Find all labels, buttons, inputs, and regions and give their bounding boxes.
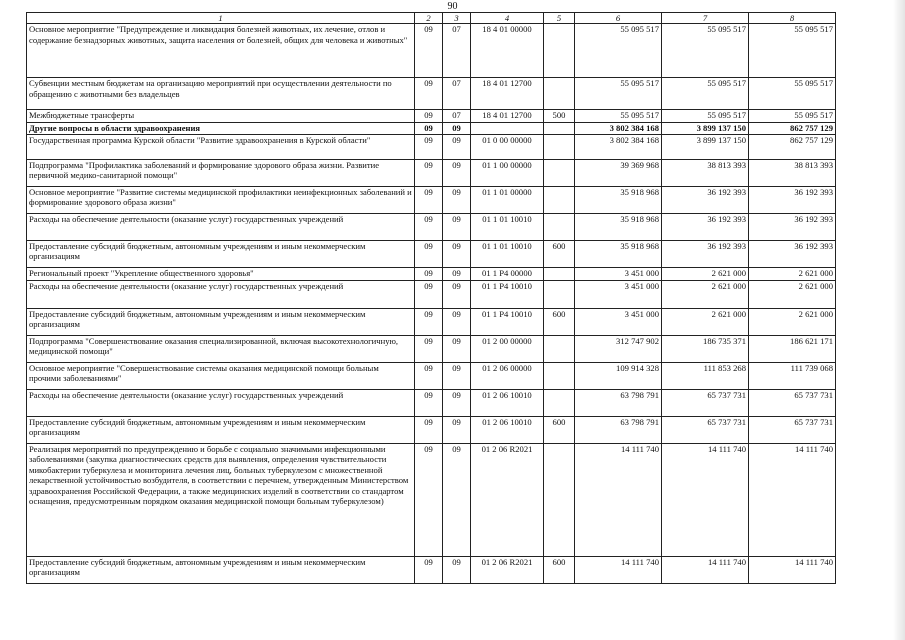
expense-type-code: 500 — [544, 110, 575, 123]
table-row — [27, 24, 836, 78]
item-name: Государственная программа Курской области "Развитие здравоохранения в Курской области" — [27, 134, 415, 159]
amount-col-8: 111 739 068 — [749, 362, 836, 389]
amount-col-8: 55 095 517 — [749, 110, 836, 123]
amount-col-8: 186 621 171 — [749, 335, 836, 362]
table-row — [27, 267, 836, 280]
amount-col-7: 36 192 393 — [662, 240, 749, 267]
expense-type-code — [544, 267, 575, 280]
expense-type-code — [544, 280, 575, 308]
amount-col-7: 111 853 268 — [662, 362, 749, 389]
amount-col-6: 3 451 000 — [575, 267, 662, 280]
subsection-code: 09 — [443, 267, 471, 280]
item-name: Предоставление субсидий бюджетным, автономным учреждениям и иным некоммерческим организациям — [27, 240, 415, 267]
expense-type-code — [544, 24, 575, 78]
amount-col-6: 14 111 740 — [575, 556, 662, 583]
item-name: Предоставление субсидий бюджетным, автономным учреждениям и иным некоммерческим организациям — [27, 416, 415, 443]
table-row — [27, 362, 836, 389]
expense-type-code — [544, 443, 575, 556]
subsection-code: 09 — [443, 556, 471, 583]
amount-col-7: 55 095 517 — [662, 78, 749, 110]
amount-col-6: 35 918 968 — [575, 186, 662, 213]
target-article-code: 01 1 P4 10010 — [471, 308, 544, 335]
amount-col-7: 36 192 393 — [662, 186, 749, 213]
section-code: 09 — [415, 443, 443, 556]
item-name: Предоставление субсидий бюджетным, автономным учреждениям и иным некоммерческим организациям — [27, 556, 415, 583]
column-header: 3 — [443, 13, 471, 24]
amount-col-8: 2 621 000 — [749, 280, 836, 308]
section-code: 09 — [415, 267, 443, 280]
expense-type-code — [544, 335, 575, 362]
amount-col-6: 63 798 791 — [575, 389, 662, 416]
item-name: Региональный проект "Укрепление общественного здоровья" — [27, 267, 415, 280]
amount-col-8: 65 737 731 — [749, 416, 836, 443]
target-article-code: 18 4 01 12700 — [471, 110, 544, 123]
section-code: 09 — [415, 159, 443, 186]
target-article-code: 01 2 06 R2021 — [471, 443, 544, 556]
amount-col-6: 14 111 740 — [575, 443, 662, 556]
amount-col-6: 3 802 384 168 — [575, 123, 662, 135]
subsection-code: 09 — [443, 362, 471, 389]
page-number: 90 — [447, 1, 458, 12]
table-row — [27, 280, 836, 308]
amount-col-8: 36 192 393 — [749, 186, 836, 213]
subsection-code: 09 — [443, 240, 471, 267]
item-name: Основное мероприятие "Развитие системы медицинской профилактики неинфекционных заболеваний и формирование здорового образа жизни" — [27, 186, 415, 213]
target-article-code: 01 2 00 00000 — [471, 335, 544, 362]
subsection-code: 09 — [443, 416, 471, 443]
section-code: 09 — [415, 240, 443, 267]
target-article-code: 01 1 00 00000 — [471, 159, 544, 186]
target-article-code — [471, 123, 544, 135]
amount-col-8: 2 621 000 — [749, 308, 836, 335]
column-header: 1 — [27, 13, 415, 24]
target-article-code: 01 1 01 00000 — [471, 186, 544, 213]
section-code: 09 — [415, 556, 443, 583]
amount-col-8: 2 621 000 — [749, 267, 836, 280]
target-article-code: 01 1 01 10010 — [471, 240, 544, 267]
target-article-code: 01 1 P4 00000 — [471, 267, 544, 280]
item-name: Субвенции местным бюджетам на организацию мероприятий при осуществлении деятельности по обращению с животными без владельцев — [27, 78, 415, 110]
expense-type-code — [544, 159, 575, 186]
expense-type-code — [544, 362, 575, 389]
subsection-code: 09 — [443, 443, 471, 556]
subsection-code: 07 — [443, 24, 471, 78]
section-code: 09 — [415, 78, 443, 110]
subsection-code: 09 — [443, 308, 471, 335]
table-row — [27, 416, 836, 443]
subsection-code: 07 — [443, 78, 471, 110]
expense-type-code — [544, 78, 575, 110]
amount-col-6: 39 369 968 — [575, 159, 662, 186]
column-header: 2 — [415, 13, 443, 24]
table-row — [27, 443, 836, 556]
target-article-code: 01 2 06 00000 — [471, 362, 544, 389]
column-header: 6 — [575, 13, 662, 24]
target-article-code: 01 2 06 10010 — [471, 389, 544, 416]
amount-col-6: 109 914 328 — [575, 362, 662, 389]
expense-type-code: 600 — [544, 240, 575, 267]
amount-col-6: 3 451 000 — [575, 280, 662, 308]
table-row — [27, 308, 836, 335]
target-article-code: 01 2 06 10010 — [471, 416, 544, 443]
amount-col-8: 14 111 740 — [749, 443, 836, 556]
subsection-code: 09 — [443, 280, 471, 308]
table-row — [27, 556, 836, 583]
amount-col-7: 3 899 137 150 — [662, 134, 749, 159]
subsection-code: 09 — [443, 123, 471, 135]
section-code: 09 — [415, 24, 443, 78]
amount-col-8: 55 095 517 — [749, 78, 836, 110]
table-row — [27, 213, 836, 240]
item-name: Расходы на обеспечение деятельности (оказание услуг) государственных учреждений — [27, 213, 415, 240]
section-code: 09 — [415, 123, 443, 135]
table-row — [27, 240, 836, 267]
expense-type-code — [544, 389, 575, 416]
section-code: 09 — [415, 362, 443, 389]
table-row — [27, 186, 836, 213]
target-article-code: 18 4 01 12700 — [471, 78, 544, 110]
amount-col-7: 2 621 000 — [662, 280, 749, 308]
amount-col-7: 14 111 740 — [662, 556, 749, 583]
amount-col-8: 65 737 731 — [749, 389, 836, 416]
table-header-row — [27, 13, 836, 24]
subsection-code: 07 — [443, 110, 471, 123]
amount-col-7: 3 899 137 150 — [662, 123, 749, 135]
expense-type-code — [544, 123, 575, 135]
amount-col-6: 55 095 517 — [575, 78, 662, 110]
item-name: Предоставление субсидий бюджетным, автономным учреждениям и иным некоммерческим организациям — [27, 308, 415, 335]
expense-type-code: 600 — [544, 556, 575, 583]
subsection-code: 09 — [443, 213, 471, 240]
section-code: 09 — [415, 416, 443, 443]
amount-col-6: 3 451 000 — [575, 308, 662, 335]
section-code: 09 — [415, 335, 443, 362]
item-name: Подпрограмма "Совершенствование оказания специализированной, включая высокотехнологичную, медицинской помощи" — [27, 335, 415, 362]
amount-col-7: 2 621 000 — [662, 308, 749, 335]
column-header: 8 — [749, 13, 836, 24]
amount-col-8: 36 192 393 — [749, 213, 836, 240]
item-name: Расходы на обеспечение деятельности (оказание услуг) государственных учреждений — [27, 280, 415, 308]
section-code: 09 — [415, 110, 443, 123]
amount-col-7: 2 621 000 — [662, 267, 749, 280]
amount-col-8: 14 111 740 — [749, 556, 836, 583]
table-row — [27, 389, 836, 416]
amount-col-6: 3 802 384 168 — [575, 134, 662, 159]
amount-col-6: 63 798 791 — [575, 416, 662, 443]
item-name: Основное мероприятие "Совершенствование системы оказания медицинской помощи больным прочими заболеваниями" — [27, 362, 415, 389]
table-row — [27, 335, 836, 362]
table-row — [27, 134, 836, 159]
subsection-code: 09 — [443, 335, 471, 362]
subsection-code: 09 — [443, 159, 471, 186]
table-row — [27, 159, 836, 186]
amount-col-6: 55 095 517 — [575, 110, 662, 123]
target-article-code: 01 2 06 R2021 — [471, 556, 544, 583]
amount-col-6: 35 918 968 — [575, 240, 662, 267]
column-header: 7 — [662, 13, 749, 24]
expense-type-code — [544, 134, 575, 159]
amount-col-8: 862 757 129 — [749, 134, 836, 159]
column-header: 4 — [471, 13, 544, 24]
budget-table — [26, 12, 836, 584]
item-name: Расходы на обеспечение деятельности (оказание услуг) государственных учреждений — [27, 389, 415, 416]
expense-type-code — [544, 186, 575, 213]
amount-col-7: 55 095 517 — [662, 24, 749, 78]
amount-col-7: 55 095 517 — [662, 110, 749, 123]
subsection-code: 09 — [443, 134, 471, 159]
amount-col-7: 36 192 393 — [662, 213, 749, 240]
amount-col-6: 312 747 902 — [575, 335, 662, 362]
subsection-code: 09 — [443, 186, 471, 213]
item-name: Реализация мероприятий по предупреждению и борьбе с социально значимыми инфекционными заболеваниями (закупка диагностических средств для выявления, определения чувствительности микобактерии туберкулеза и мониторинга лечения лиц, больных туберкулезом с множественной лекарственной устойчивостью возбудителя, в соответствии с перечнем, утвержденным Министерством здравоохранения Российской Федерации, а также медицинских изделий в соответствии со стандартом оснащения, предусмотренным порядком оказания медицинской помощи больным туберкулезом) — [27, 443, 415, 556]
target-article-code: 01 1 P4 10010 — [471, 280, 544, 308]
table-row — [27, 110, 836, 123]
item-name: Другие вопросы в области здравоохранения — [27, 123, 415, 135]
amount-col-8: 862 757 129 — [749, 123, 836, 135]
amount-col-7: 38 813 393 — [662, 159, 749, 186]
amount-col-7: 65 737 731 — [662, 416, 749, 443]
amount-col-6: 35 918 968 — [575, 213, 662, 240]
expense-type-code — [544, 213, 575, 240]
expense-type-code: 600 — [544, 416, 575, 443]
amount-col-7: 14 111 740 — [662, 443, 749, 556]
table-row — [27, 123, 836, 135]
section-code: 09 — [415, 280, 443, 308]
table-row — [27, 78, 836, 110]
section-code: 09 — [415, 213, 443, 240]
amount-col-8: 38 813 393 — [749, 159, 836, 186]
item-name: Подпрограмма "Профилактика заболеваний и формирование здорового образа жизни. Развитие первичной медико-санитарной помощи" — [27, 159, 415, 186]
subsection-code: 09 — [443, 389, 471, 416]
section-code: 09 — [415, 134, 443, 159]
amount-col-8: 55 095 517 — [749, 24, 836, 78]
section-code: 09 — [415, 186, 443, 213]
target-article-code: 01 1 01 10010 — [471, 213, 544, 240]
amount-col-7: 186 735 371 — [662, 335, 749, 362]
target-article-code: 01 0 00 00000 — [471, 134, 544, 159]
target-article-code: 18 4 01 00000 — [471, 24, 544, 78]
expense-type-code: 600 — [544, 308, 575, 335]
item-name: Межбюджетные трансферты — [27, 110, 415, 123]
page-edge-shadow — [893, 0, 905, 640]
amount-col-6: 55 095 517 — [575, 24, 662, 78]
amount-col-7: 65 737 731 — [662, 389, 749, 416]
amount-col-8: 36 192 393 — [749, 240, 836, 267]
section-code: 09 — [415, 389, 443, 416]
section-code: 09 — [415, 308, 443, 335]
column-header: 5 — [544, 13, 575, 24]
item-name: Основное мероприятие "Предупреждение и ликвидация болезней животных, их лечение, отлов и содержание безнадзорных животных, защита населения от болезней, общих для человека и животных" — [27, 24, 415, 78]
